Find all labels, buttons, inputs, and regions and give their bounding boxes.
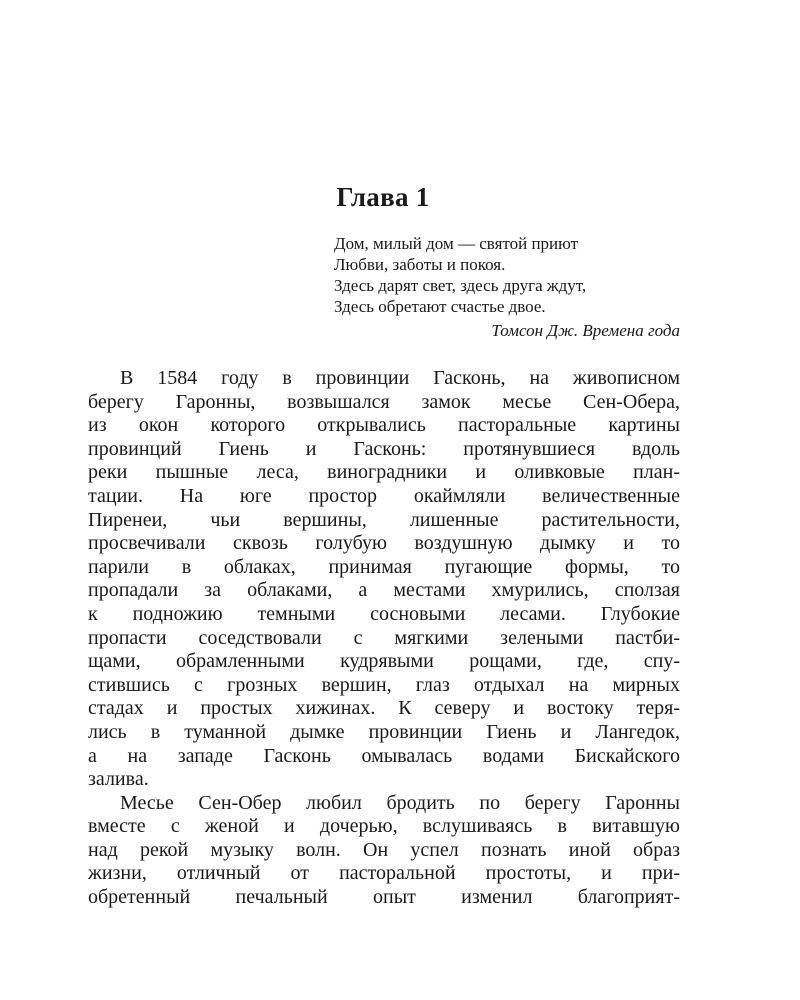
text-line: стившись с грозных вершин, глаз отдыхал на мирных bbox=[88, 673, 680, 696]
text-line: В 1584 году в провинции Гасконь, на живописном bbox=[120, 367, 680, 389]
chapter-title: Глава 1 bbox=[336, 182, 430, 212]
text-line: Месье Сен-Обер любил бродить по берегу Гаронны bbox=[120, 791, 680, 814]
body-text bbox=[88, 367, 680, 910]
text-line: к подножию темными сосновыми лесами. Глубокие bbox=[88, 602, 680, 625]
text-line: просвечивали сквозь голубую воздушную дымку и то bbox=[88, 532, 680, 555]
text-line: пропадали за облаками, а местами хмурились, сползая bbox=[88, 579, 680, 602]
text-line: стадах и простых хижинах. К северу и востоку теря- bbox=[88, 697, 680, 720]
epigraph-line: Здесь дарят свет, здесь друга ждут, bbox=[334, 276, 587, 295]
text-line: залива. bbox=[88, 768, 149, 791]
text-line: обретенный печальный опыт изменил благоприят- bbox=[88, 886, 680, 909]
paragraph-2 bbox=[88, 792, 680, 910]
text-line: а на западе Гасконь омывалась водами Бискайского bbox=[88, 744, 680, 767]
epigraph-line: Дом, милый дом — святой приют bbox=[334, 234, 579, 253]
text-line: тации. На юге простор окаймляли величественные bbox=[88, 484, 680, 507]
text-line: из окон которого открывались пасторальные картины bbox=[88, 414, 680, 437]
text-line: берегу Гаронны, возвышался замок месье Сен-Обера, bbox=[88, 390, 680, 413]
text-line: провинций Гиень и Гасконь: протянувшиеся вдоль bbox=[88, 437, 680, 460]
text-line: вместе с женой и дочерью, вслушиваясь в витавшую bbox=[88, 815, 680, 838]
text-line: лись в туманной дымке провинции Гиень и Лангедок, bbox=[88, 720, 680, 743]
epigraph-source: Томсон Дж. Времена года bbox=[491, 321, 680, 340]
text-line: парили в облаках, принимая пугающие формы, то bbox=[88, 555, 680, 578]
text-line: пропасти соседствовали с мягкими зелеными пастби- bbox=[88, 626, 680, 649]
epigraph-line: Здесь обретают счастье двое. bbox=[334, 297, 546, 316]
text-line: над рекой музыку волн. Он успел познать иной образ bbox=[88, 838, 680, 861]
text-line: жизни, отличный от пасторальной простоты, и при- bbox=[88, 862, 680, 885]
text-line: реки пышные леса, виноградники и оливковые план- bbox=[88, 461, 680, 484]
text-line: щами, обрамленными кудрявыми рощами, где, спу- bbox=[88, 650, 680, 673]
epigraph bbox=[334, 233, 680, 341]
text-line: Пиренеи, чьи вершины, лишенные растительности, bbox=[88, 508, 680, 531]
epigraph-line: Любви, заботы и покоя. bbox=[334, 255, 506, 274]
paragraph-1 bbox=[88, 367, 680, 792]
